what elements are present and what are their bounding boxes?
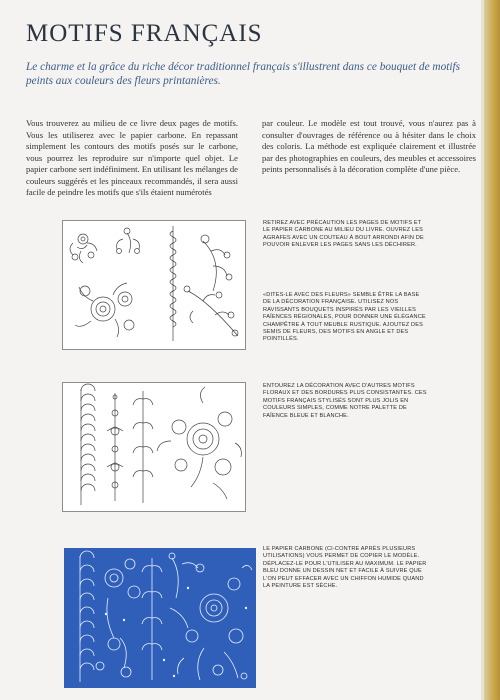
page-title: MOTIFS FRANÇAIS [26,20,263,47]
caption-remove-pages: RETIREZ AVEC PRÉCAUTION LES PAGES DE MOTIFS ET LE PAPIER CARBONE AU MILIEU DU LIVRE. OUVREZ LES AGRAFES AVEC UN COUTEAU À BOUT ARRONDI AFIN DE POUVOIR ENLEVER LES PAGES SANS LES DÉCHIRER. [263,220,424,249]
floral-motif-drawing [63,221,245,349]
carbon-paper-image [64,548,256,688]
caption-borders: ENTOUREZ LA DÉCORATION AVEC D'AUTRES MOTIFS FLORAUX ET DES BORDURES PLUS CONSISTANTES. CES MOTIFS FRANÇAIS STYLISÉS SONT PLUS JOLIS EN COULEURS SIMPLES, COMME NOTRE PALETTE DE FAÏENCE BLEUE ET BLANCHE. [263,383,427,419]
carbon-paper-drawing [64,548,256,688]
intro-text: Le charme et la grâce du riche décor traditionnel français s'illustrent dans ce bouquet de motifs peints aux couleurs des fleurs printanières. [26,61,461,87]
body-text-left: Vous trouverez au milieu de ce livre deux pages de motifs. Vous les utiliserez avec le papier carbone. En repassant simplement les contours des motifs posés sur le carbone, vous pourrez les reproduire sur n'importe quel objet. Le papier carbone sert indéfiniment. En utilisant les mélanges de couleurs suggérés et les pinceaux recommandés, il sera aussi facile de peindre les motifs que s'ils étaient numérotés [26,118,238,197]
caption-flowers: «DITES-LE AVEC DES FLEURS» SEMBLE ÊTRE LA BASE DE LA DÉCORATION FRANÇAISE. UTILISEZ NOS RAVISSANTS BOUQUETS INSPIRÉS PAR LES VIEILLES FAÏENCES RÉGIONALES, POUR DONNER UNE ÉLÉGANCE CHAMPÊTRE À TOUT MEUBLE RUSTIQUE. AJOUTEZ DES SEMIS DE FLEURS, DES MOTIFS EN ANGLE ET DES POINTILLÉS. [263,292,426,343]
body-text-right: par couleur. Le modèle est tout trouvé, vous n'aurez pas à consulter d'ouvrages de référence ou à hésiter dans le choix des coloris. La méthode est expliquée clairement et illustrée par des photographies en couleurs, des meubles et accessoires peints personnalisés à la décoration complète d'une pièce. [262,118,476,174]
caption-carbon-paper: LE PAPIER CARBONE (CI-CONTRE APRÈS PLUSIEURS UTILISATIONS) VOUS PERMET DE COPIER LE MODÈLE. DÉPLACEZ-LE POUR L'UTILISER AU MAXIMUM. LE PAPIER BLEU DONNE UN DESSIN NET ET FACILE À SUIVRE QUE L'ON PEUT EFFACER AVEC UN CHIFFON HUMIDE QUAND LA PEINTURE EST SÈCHE. [263,546,427,590]
border-motif-image [62,382,246,512]
book-edge [484,0,500,700]
floral-motif-image [62,220,246,350]
border-motif-drawing [63,383,245,511]
